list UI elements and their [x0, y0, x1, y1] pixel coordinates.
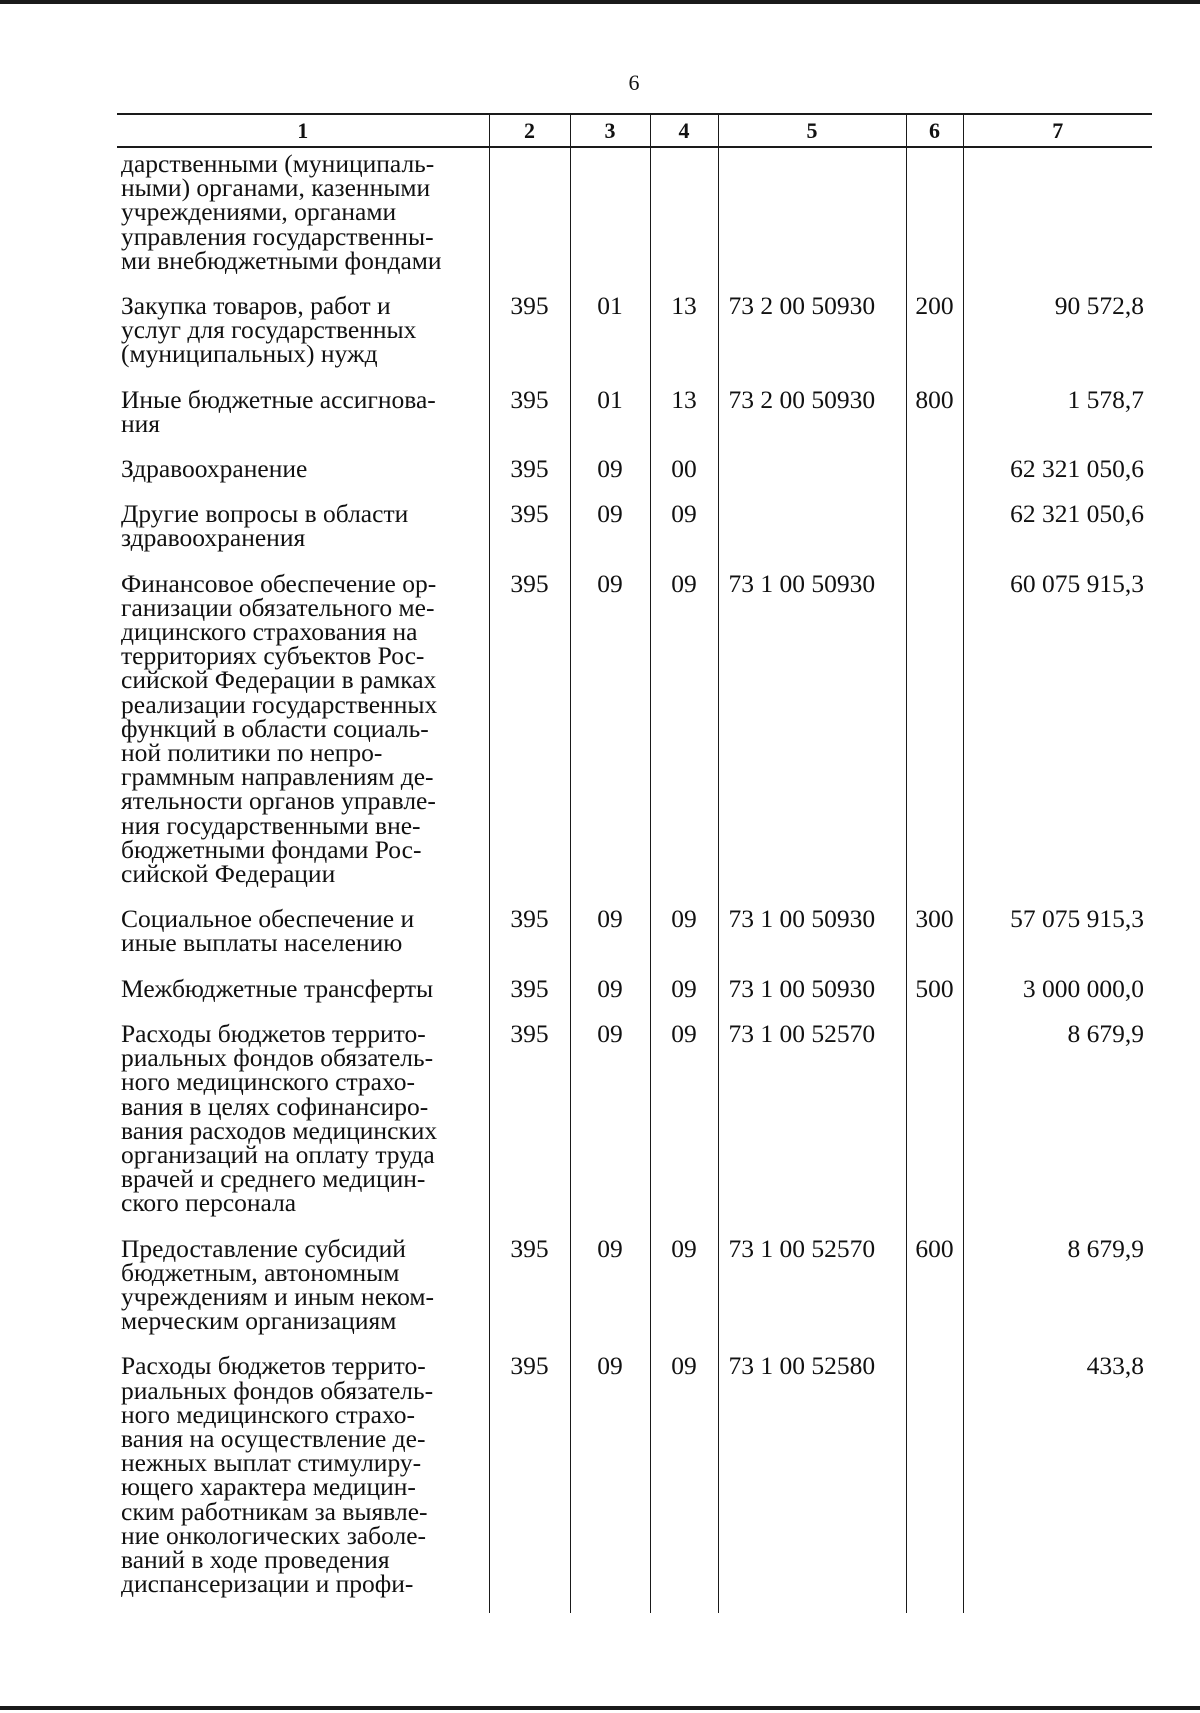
subsection-code-cell: 13 [650, 290, 718, 384]
expense-type-cell: 200 [906, 290, 963, 384]
admin-code-cell: 395 [489, 498, 570, 567]
description-line: врачей и среднего медицин- [121, 1164, 426, 1194]
description-line: ющего характера медицин- [121, 1472, 416, 1502]
description-line: Межбюджетные трансферты [121, 973, 434, 1003]
header-col-7: 7 [963, 114, 1152, 147]
expense-type-cell [906, 498, 963, 567]
description-line: риальных фондов обязатель- [121, 1375, 434, 1405]
subsection-code-cell: 09 [650, 498, 718, 567]
description-line: учреждениями, органами [121, 197, 397, 227]
bottom-edge-rule [0, 1706, 1200, 1710]
description-line: граммным направлениям де- [121, 762, 434, 792]
table-row [117, 290, 1152, 384]
description-line: здравоохранения [121, 523, 306, 553]
target-article-cell: 73 1 00 52580 [718, 1350, 906, 1613]
amount-cell: 433,8 [963, 1350, 1152, 1613]
table-row [117, 384, 1152, 453]
description-line: нежных выплат стимулиру- [121, 1448, 422, 1478]
subsection-code-cell: 09 [650, 973, 718, 1018]
subsection-code-cell: 00 [650, 453, 718, 498]
section-code-cell: 01 [570, 384, 650, 453]
target-article-cell: 73 1 00 50930 [718, 568, 906, 904]
section-code-cell: 09 [570, 1018, 650, 1233]
description-cell [117, 568, 489, 904]
description-line: Предоставление субсидий [121, 1233, 406, 1263]
description-line: ного медицинского страхо- [121, 1067, 415, 1097]
expense-type-cell: 300 [906, 903, 963, 972]
description-line: сийской Федерации [121, 859, 336, 889]
expense-type-cell: 500 [906, 973, 963, 1018]
description-cell [117, 498, 489, 567]
target-article-cell: 73 1 00 52570 [718, 1018, 906, 1233]
top-edge-rule [0, 0, 1200, 4]
amount-cell: 62 321 050,6 [963, 453, 1152, 498]
description-line: ского персонала [121, 1188, 297, 1218]
amount-cell: 1 578,7 [963, 384, 1152, 453]
admin-code-cell: 395 [489, 453, 570, 498]
section-code-cell: 09 [570, 1233, 650, 1351]
description-cell [117, 290, 489, 384]
subsection-code-cell: 09 [650, 1233, 718, 1351]
amount-cell: 57 075 915,3 [963, 903, 1152, 972]
description-line: Другие вопросы в области [121, 499, 409, 529]
description-line: ния [121, 408, 161, 438]
subsection-code-cell: 09 [650, 1350, 718, 1613]
table-row [117, 453, 1152, 498]
description-line: Иные бюджетные ассигнова- [121, 384, 436, 414]
description-line: ским работникам за выявле- [121, 1496, 428, 1526]
description-line: услуг для государственных [121, 315, 417, 345]
description-line: ние онкологических заболе- [121, 1520, 427, 1550]
description-line: ваний в ходе проведения [121, 1544, 390, 1574]
description-line: территориях субъектов Рос- [121, 641, 425, 671]
subsection-code-cell: 09 [650, 1018, 718, 1233]
description-line: ными) органами, казенными [121, 173, 431, 203]
admin-code-cell: 395 [489, 1233, 570, 1351]
description-cell [117, 1233, 489, 1351]
description-line: риальных фондов обязатель- [121, 1043, 434, 1073]
header-col-4: 4 [650, 114, 718, 147]
description-line: Финансовое обеспечение ор- [121, 568, 437, 598]
description-line: Здравоохранение [121, 454, 308, 484]
expense-type-cell: 600 [906, 1233, 963, 1351]
admin-code-cell: 395 [489, 903, 570, 972]
description-line: ми внебюджетными фондами [121, 245, 442, 275]
admin-code-cell: 395 [489, 1018, 570, 1233]
description-line: организаций на оплату труда [121, 1139, 435, 1169]
target-article-cell: 73 2 00 50930 [718, 290, 906, 384]
budget-table [117, 113, 1152, 1613]
table-row [117, 568, 1152, 904]
amount-cell: 60 075 915,3 [963, 568, 1152, 904]
table-body [117, 147, 1152, 1613]
description-line: управления государственны- [121, 221, 434, 251]
description-line: Закупка товаров, работ и [121, 291, 391, 321]
description-line: сийской Федерации в рамках [121, 665, 437, 695]
admin-code-cell: 395 [489, 568, 570, 904]
target-article-cell: 73 1 00 50930 [718, 903, 906, 972]
target-article-cell: 73 1 00 52570 [718, 1233, 906, 1351]
header-col-5: 5 [718, 114, 906, 147]
expense-type-cell [906, 453, 963, 498]
amount-cell: 8 679,9 [963, 1018, 1152, 1233]
description-line: ного медицинского страхо- [121, 1399, 415, 1429]
admin-code-cell: 395 [489, 384, 570, 453]
table-row [117, 903, 1152, 972]
description-line: вания в целях софинансиро- [121, 1091, 429, 1121]
expense-type-cell [906, 1350, 963, 1613]
description-cell [117, 1018, 489, 1233]
admin-code-cell: 395 [489, 973, 570, 1018]
description-line: реализации государственных [121, 689, 438, 719]
description-line: ятельности органов управле- [121, 786, 436, 816]
description-cell [117, 384, 489, 453]
description-cell [117, 1350, 489, 1613]
section-code-cell: 09 [570, 453, 650, 498]
admin-code-cell: 395 [489, 290, 570, 384]
description-cell [117, 973, 489, 1018]
section-code-cell: 09 [570, 498, 650, 567]
section-code-cell: 09 [570, 1350, 650, 1613]
description-line: функций в области социаль- [121, 713, 429, 743]
header-col-1: 1 [117, 114, 489, 147]
description-line: ния государственными вне- [121, 810, 421, 840]
description-line: Расходы бюджетов террито- [121, 1351, 426, 1381]
description-cell [117, 453, 489, 498]
table-header-row [117, 114, 1152, 147]
description-line: Социальное обеспечение и [121, 904, 415, 934]
subsection-code-cell: 09 [650, 568, 718, 904]
description-cell [117, 147, 489, 290]
description-line: иные выплаты населению [121, 928, 403, 958]
description-cell [117, 903, 489, 972]
table-row [117, 498, 1152, 567]
page-number: 6 [628, 70, 640, 95]
expense-type-cell [906, 147, 963, 290]
admin-code-cell [489, 147, 570, 290]
amount-cell: 90 572,8 [963, 290, 1152, 384]
table-row [117, 1350, 1152, 1613]
header-col-3: 3 [570, 114, 650, 147]
description-line: бюджетными фондами Рос- [121, 834, 422, 864]
table-row [117, 1018, 1152, 1233]
expense-type-cell [906, 1018, 963, 1233]
expense-type-cell: 800 [906, 384, 963, 453]
subsection-code-cell: 13 [650, 384, 718, 453]
amount-cell: 3 000 000,0 [963, 973, 1152, 1018]
target-article-cell [718, 498, 906, 567]
target-article-cell [718, 453, 906, 498]
table-row [117, 973, 1152, 1018]
amount-cell: 8 679,9 [963, 1233, 1152, 1351]
description-line: ганизации обязательного ме- [121, 592, 435, 622]
description-line: учреждениям и иным неком- [121, 1281, 434, 1311]
description-line: дарственными (муниципаль- [121, 149, 435, 178]
description-line: ной политики по непро- [121, 738, 383, 768]
header-col-2: 2 [489, 114, 570, 147]
section-code-cell [570, 147, 650, 290]
description-line: вания на осуществление де- [121, 1423, 426, 1453]
description-line: бюджетным, автономным [121, 1257, 400, 1287]
description-line: дицинского страхования на [121, 617, 418, 647]
section-code-cell: 09 [570, 568, 650, 904]
table-row [117, 147, 1152, 290]
amount-cell [963, 147, 1152, 290]
target-article-cell: 73 2 00 50930 [718, 384, 906, 453]
section-code-cell: 01 [570, 290, 650, 384]
description-line: диспансеризации и профи- [121, 1569, 414, 1599]
subsection-code-cell [650, 147, 718, 290]
description-line: (муниципальных) нужд [121, 339, 378, 369]
target-article-cell [718, 147, 906, 290]
section-code-cell: 09 [570, 973, 650, 1018]
table-row [117, 1233, 1152, 1351]
admin-code-cell: 395 [489, 1350, 570, 1613]
expense-type-cell [906, 568, 963, 904]
target-article-cell: 73 1 00 50930 [718, 973, 906, 1018]
amount-cell: 62 321 050,6 [963, 498, 1152, 567]
section-code-cell: 09 [570, 903, 650, 972]
header-col-6: 6 [906, 114, 963, 147]
description-line: мерческим организациям [121, 1306, 397, 1336]
description-line: Расходы бюджетов террито- [121, 1018, 426, 1048]
description-line: вания расходов медицинских [121, 1115, 438, 1145]
subsection-code-cell: 09 [650, 903, 718, 972]
